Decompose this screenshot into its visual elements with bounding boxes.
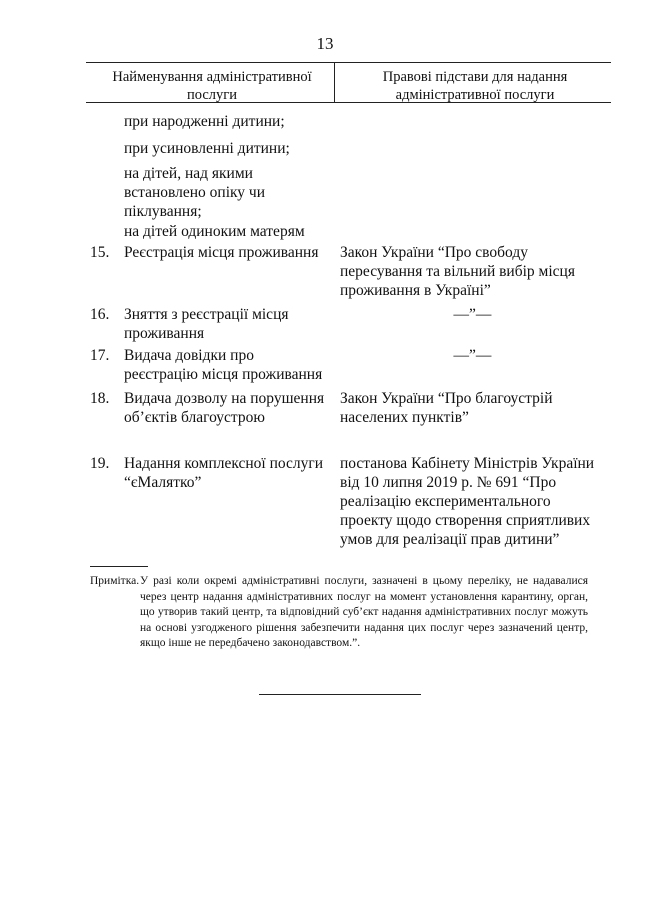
row-number: 17. (90, 347, 110, 364)
header-service-name: Найменування адміністративної послуги (112, 69, 312, 103)
list-item: при усиновленні дитини; (124, 140, 290, 157)
footnote-label: Примітка. (90, 575, 140, 587)
legal-basis-ditto: —”— (453, 306, 492, 323)
footnote-separator (90, 566, 148, 567)
service-name: Зняття з реєстрації місця проживання (124, 306, 289, 342)
row-number: 16. (90, 306, 110, 323)
table-top-border (86, 62, 611, 63)
legal-basis: постанова Кабінету Міністрів України від 10 липня 2019 р. № 691 “Про реалізацію експериментального проекту щодо створення сприятливих умов для реалізації прав дитини” (340, 455, 595, 548)
service-name: Реєстрація місця проживання (124, 244, 319, 261)
legal-basis: Закон України “Про свободу пересування та вільний вибір місця проживання в Україні” (340, 244, 575, 299)
row-number: 15. (90, 244, 110, 261)
service-name: Видача довідки про реєстрацію місця проживання (124, 347, 323, 383)
service-name: Надання комплексної послуги “єМалятко” (124, 455, 324, 491)
legal-basis-ditto: —”— (453, 347, 492, 364)
footnote-text: У разі коли окремі адміністративні послуги, зазначені в цьому переліку, не надавалися через центр надання адміністративних послуг на момент установлення карантину, орган, що утворив такий центр, та відповідний суб’єкт надання адміністративних послуг можуть на основі узгодженого рішення забезпечити надання цих послуг через зазначений центр, якщо інше не передбачено законодавством.”. (140, 575, 588, 649)
legal-basis: Закон України “Про благоустрій населених пунктів” (340, 390, 553, 426)
list-item: при народженні дитини; (124, 113, 285, 130)
document-end-line (259, 694, 421, 695)
header-legal-basis: Правові підстави для надання адміністративної послуги (382, 69, 568, 103)
page-number: 13 (316, 34, 334, 53)
footnote (90, 574, 588, 652)
list-item: на дітей одиноким матерям (124, 223, 305, 240)
service-name: Видача дозволу на порушення об’єктів благоустрою (124, 390, 325, 426)
row-number: 19. (90, 455, 110, 472)
list-item: на дітей, над якими встановлено опіку чи піклування; (124, 165, 266, 220)
row-number: 18. (90, 390, 110, 407)
table-header-bottom-border (86, 102, 611, 103)
header-column-divider (334, 62, 335, 102)
